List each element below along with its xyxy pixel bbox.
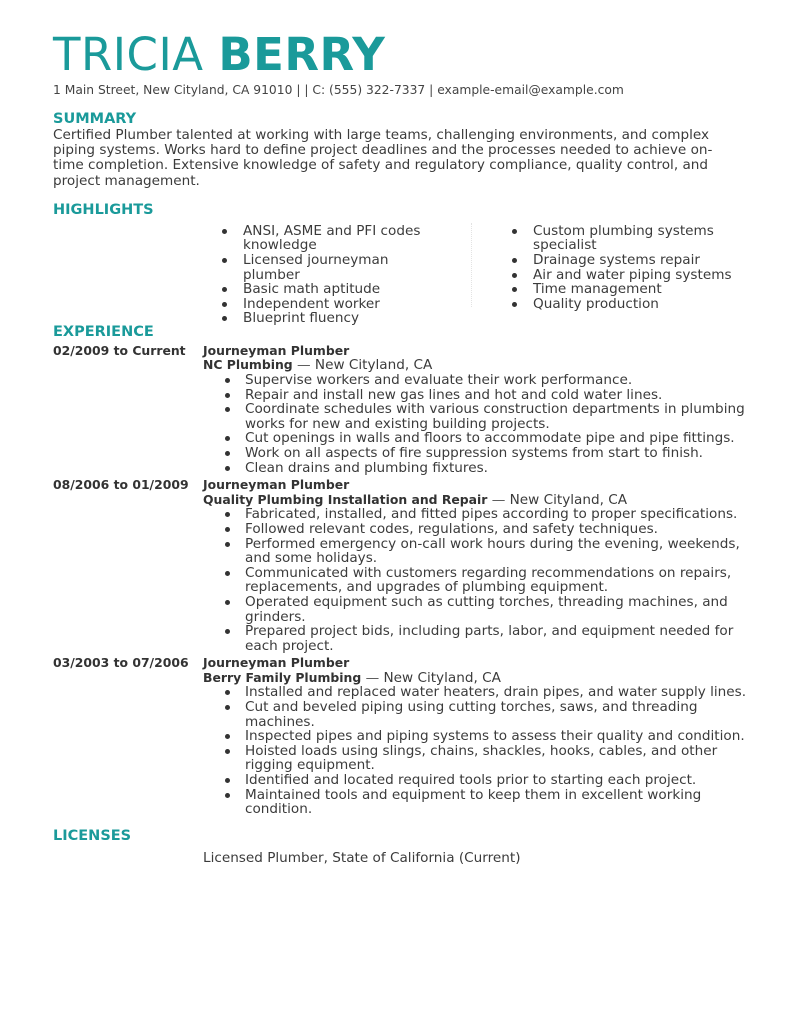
highlights-list-2 [488,224,738,312]
license-item: Licensed Plumber, State of California (Current) [203,849,521,866]
duty-item: Identified and located required tools prior to starting each project. [203,773,753,788]
highlight-item: Basic math aptitude [198,282,448,297]
job-location: New Cityland, CA [314,357,433,374]
summary-text: Certified Plumber talented at working with large teams, challenging environments, and complex piping systems. Works hard to define project deadlines and the processes needed to achieve on-time completion. Extensive knowledge of safety and regulatory compliance, quality control, and project management. [53,127,713,189]
job-dates: 03/2003 to 07/2006 [53,655,189,671]
company-name: Quality Plumbing Installation and Repair [203,491,488,507]
duty-item: Cut and beveled piping using cutting torches, saws, and threading machines. [203,700,753,729]
contact-info: 1 Main Street, New Cityland, CA 91010 | | C: (555) 322-7337 | example-email@example.com [53,83,624,97]
job-dates: 08/2006 to 01/2009 [53,477,189,493]
job-body [203,344,753,475]
separator-dash: — [365,669,380,686]
highlight-item: Drainage systems repair [488,253,738,268]
job-title: Journeyman Plumber [203,342,350,358]
duty-item: Followed relevant codes, regulations, and safety techniques. [203,522,753,537]
duty-item: Prepared project bids, including parts, labor, and equipment needed for each project. [203,624,753,653]
separator-dash: — [491,491,506,508]
duty-item: Supervise workers and evaluate their work performance. [203,373,753,388]
company-name: Berry Family Plumbing [203,669,362,685]
job-duties [203,507,753,653]
duty-item: Performed emergency on-call work hours during the evening, weekends, and some holidays. [203,537,753,566]
job-duties [203,373,753,475]
highlight-item: Custom plumbing systems specialist [488,224,738,253]
company-line [203,493,753,508]
duty-item: Repair and install new gas lines and hot and cold water lines. [203,388,753,403]
duty-item: Clean drains and plumbing fixtures. [203,461,753,476]
highlights-column-2 [488,224,738,312]
highlight-item: Time management [488,282,738,297]
duty-item: Cut openings in walls and floors to accommodate pipe and pipe fittings. [203,431,753,446]
resume-page [53,28,753,866]
job-dates: 02/2009 to Current [53,342,186,358]
highlights-column-1 [198,224,448,326]
highlight-item: Quality production [488,297,738,312]
duty-item: Operated equipment such as cutting torches, threading machines, and grinders. [203,595,753,624]
last-name: BERRY [218,28,386,81]
duty-item: Work on all aspects of fire suppression systems from start to finish. [203,446,753,461]
duty-item: Installed and replaced water heaters, drain pipes, and water supply lines. [203,685,753,700]
job-body [203,656,753,817]
licenses-heading: LICENSES [53,827,132,844]
job-duties [203,685,753,816]
highlights-heading: HIGHLIGHTS [53,201,154,218]
experience-heading: EXPERIENCE [53,323,154,340]
highlight-item: Licensed journeyman plumber [198,253,448,282]
summary-heading: SUMMARY [53,111,137,127]
job-location: New Cityland, CA [509,491,628,508]
job-body [203,478,753,653]
licenses-section [53,827,753,866]
duty-item: Communicated with customers regarding recommendations on repairs, replacements, and upgrades of plumbing equipment. [203,566,753,595]
duty-item: Fabricated, installed, and fitted pipes according to proper specifications. [203,507,753,522]
job-location: New Cityland, CA [383,669,501,686]
job-title: Journeyman Plumber [203,655,350,671]
company-name: NC Plumbing [203,357,293,373]
duty-item: Coordinate schedules with various construction departments in plumbing works for new and existing building projects. [203,402,753,431]
highlights-section [53,201,753,327]
job-title: Journeyman Plumber [203,477,350,493]
highlight-item: Air and water piping systems [488,268,738,283]
summary-section [53,110,753,189]
company-line [203,671,753,686]
highlight-item: ANSI, ASME and PFI codes knowledge [198,224,448,253]
separator-dash: — [296,357,311,374]
duty-item: Maintained tools and equipment to keep them in excellent working condition. [203,788,753,817]
column-divider [471,223,472,307]
job-entry [53,656,753,817]
duty-item: Inspected pipes and piping systems to assess their quality and condition. [203,729,753,744]
job-entry [53,478,753,653]
experience-section [53,323,753,817]
candidate-name [53,28,753,82]
job-entry [53,344,753,475]
highlight-item: Independent worker [198,297,448,312]
company-line [203,358,753,373]
duty-item: Hoisted loads using slings, chains, shackles, hooks, cables, and other rigging equipment. [203,744,753,773]
first-name: TRICIA [53,28,204,81]
highlight-item: Blueprint fluency [198,311,448,326]
highlights-list-1 [198,224,448,326]
